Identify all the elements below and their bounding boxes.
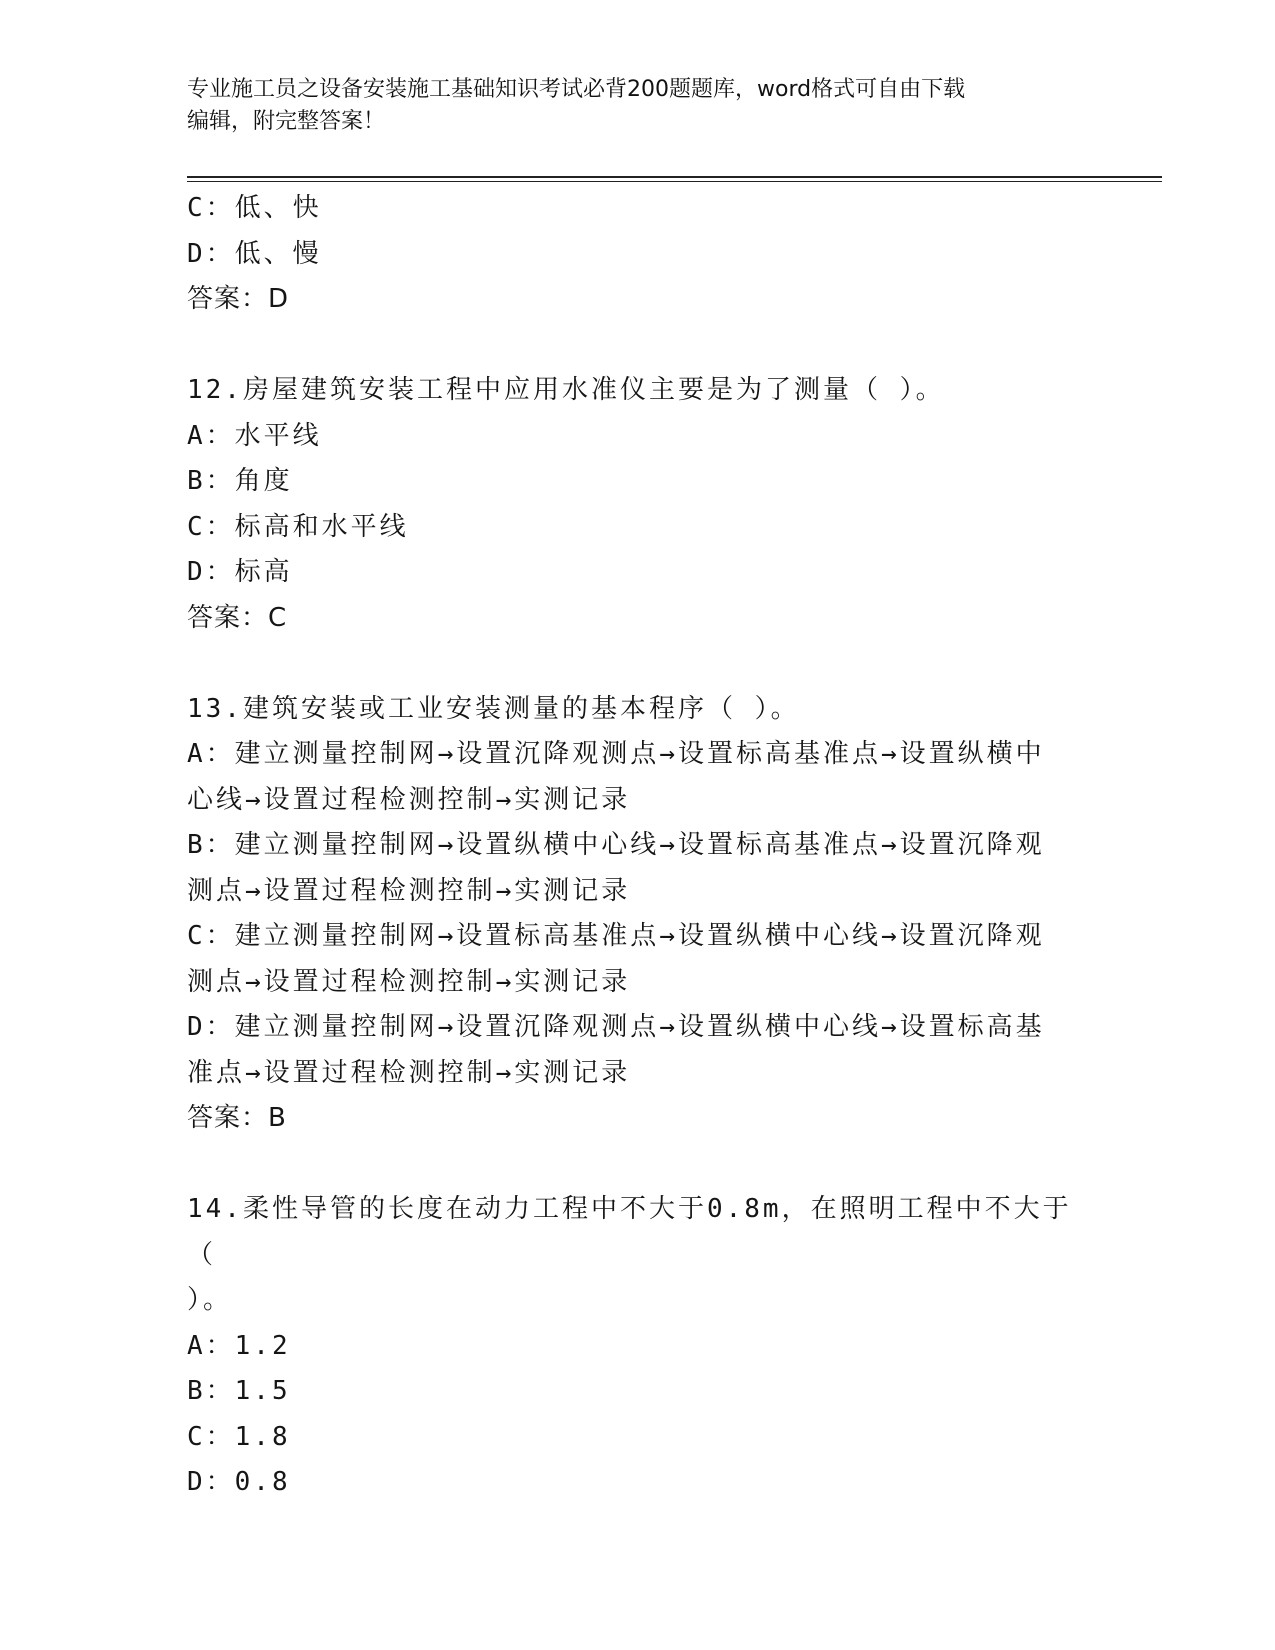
q14-option-a: A：1.2 [187, 1330, 291, 1361]
spacer [187, 323, 1097, 369]
header-title-line-1: 专业施工员之设备安装施工基础知识考试必背200题题库，word格式可自由下载 [187, 77, 966, 102]
q14-option-b: B：1.5 [187, 1376, 291, 1406]
q13-option-b-line-1: B：建立测量控制网→设置纵横中心线→设置标高基准点→设置沉降观 [187, 830, 1045, 860]
q12-option-d: D：标高 [187, 557, 293, 587]
q13-question: 13.建筑安装或工业安装测量的基本程序（ ）。 [187, 693, 800, 724]
q11-option-c: C：低、快 [187, 193, 322, 223]
q12-answer: 答案：C [187, 602, 288, 633]
q14-option-d: D：0.8 [187, 1467, 291, 1497]
q12-option-b: B：角度 [187, 466, 293, 496]
q11-answer: 答案：D [187, 284, 290, 314]
q13-option-a-line-2: 心线→设置过程检测控制→实测记录 [187, 784, 631, 815]
spacer [187, 1142, 1097, 1188]
q14-option-c: C：1.8 [187, 1421, 291, 1452]
document-header [187, 74, 1067, 138]
q11-option-d: D：低、慢 [187, 238, 322, 269]
header-title-line-2: 编辑，附完整答案！ [187, 109, 386, 134]
q13-option-c-line-2: 测点→设置过程检测控制→实测记录 [187, 966, 631, 997]
q13-option-a-line-1: A：建立测量控制网→设置沉降观测点→设置标高基准点→设置纵横中 [187, 739, 1045, 769]
q13-option-b-line-2: 测点→设置过程检测控制→实测记录 [187, 875, 631, 906]
header-divider-thin [187, 181, 1162, 182]
spacer [187, 641, 1097, 687]
header-divider-thick [187, 176, 1162, 178]
q12-option-c: C：标高和水平线 [187, 511, 409, 542]
q12-option-a: A：水平线 [187, 420, 322, 451]
q13-answer: 答案：B [187, 1103, 287, 1133]
q14-question-line-2: ）。 [187, 1285, 233, 1315]
q14-question-line-1: 14.柔性导管的长度在动力工程中不大于0.8m，在照明工程中不大于（ [187, 1194, 1072, 1270]
q13-option-d-line-2: 准点→设置过程检测控制→实测记录 [187, 1057, 631, 1088]
question-content [187, 186, 1097, 1506]
q13-option-c-line-1: C：建立测量控制网→设置标高基准点→设置纵横中心线→设置沉降观 [187, 921, 1045, 951]
q13-option-d-line-1: D：建立测量控制网→设置沉降观测点→设置纵横中心线→设置标高基 [187, 1012, 1045, 1042]
q12-question: 12.房屋建筑安装工程中应用水准仪主要是为了测量（ ）。 [187, 375, 945, 405]
